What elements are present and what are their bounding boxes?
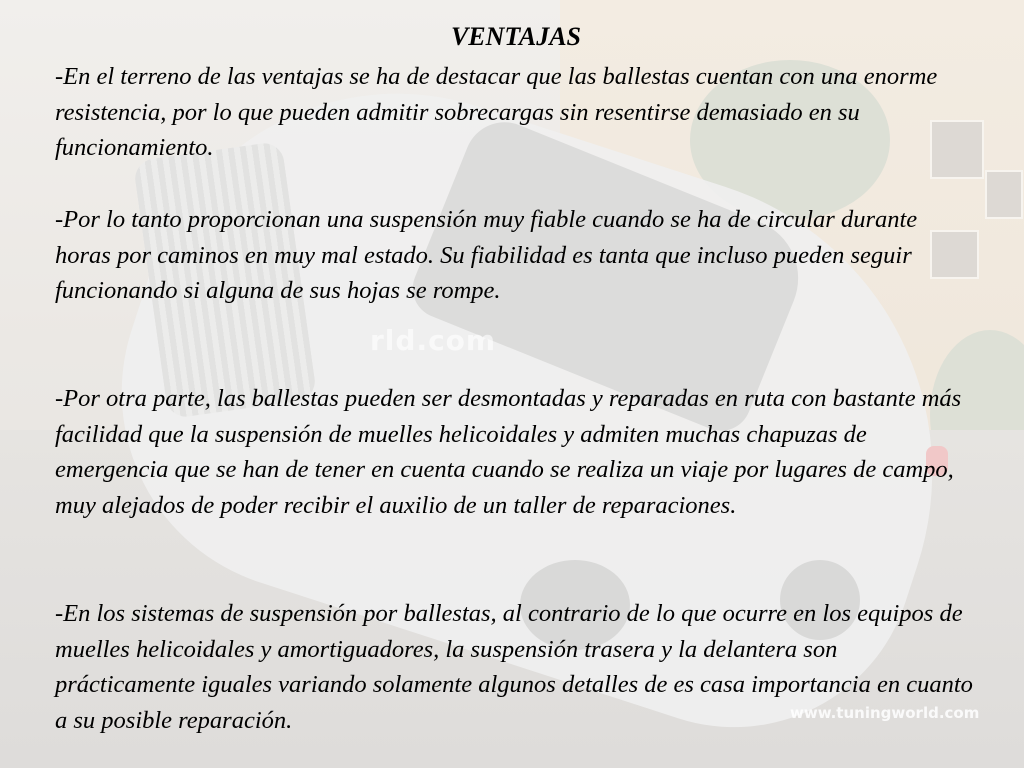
- paragraph-sistemas: -En los sistemas de suspensión por ballestas, al contrario de lo que ocurre en los equipos de muelles helicoidales y amortiguadores, la suspensión trasera y la delantera son prácticamente iguales variando solamente algunos detalles de es casa importancia en cuanto a su posible reparación.: [55, 600, 973, 734]
- watermark-center: rld.com: [370, 324, 497, 357]
- slide-title: VENTAJAS: [450, 22, 582, 51]
- paragraph-reparacion: -Por otra parte, las ballestas pueden ser desmontadas y reparadas en ruta con bastante más facilidad que la suspensión de muelles helicoidales y admiten muchas chapuzas de emergencia que se han de tener en cuenta cuando se realiza un viaje por lugares de campo, muy alejados de poder recibir el auxilio de un taller de reparaciones.: [55, 385, 962, 519]
- paragraph-fiabilidad: -Por lo tanto proporcionan una suspensión muy fiable cuando se ha de circular durante horas por caminos en muy mal estado. Su fiabilidad es tanta que incluso pueden seguir funcionando si alguna de sus hojas se rompe.: [55, 206, 918, 304]
- paragraph-resistencia: -En el terreno de las ventajas se ha de destacar que las ballestas cuentan con una enorme resistencia, por lo que pueden admitir sobrecargas sin resentirse demasiado en su funcionamiento.: [55, 63, 938, 161]
- watermark-corner: www.tuningworld.com: [790, 704, 980, 722]
